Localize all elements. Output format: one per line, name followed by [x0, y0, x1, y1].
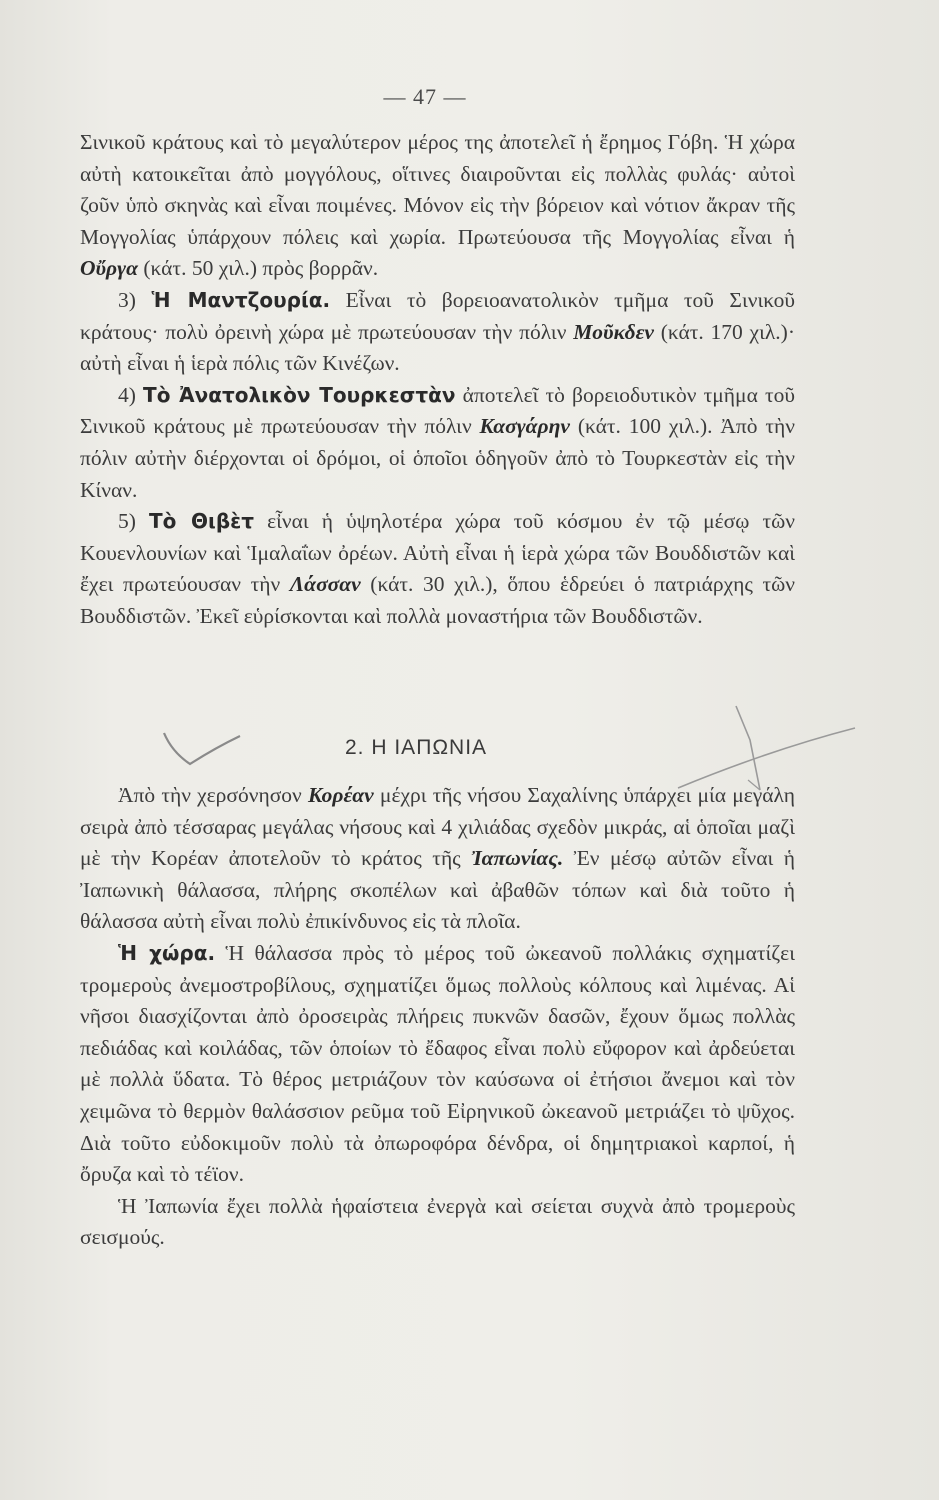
mukden-after: (κάτ. 170 χιλ.)· αὐτὴ εἶναι ἡ ἱερὰ πόλις τῶν Κινέζων. — [80, 319, 796, 376]
place-mukden: Μοῦκδεν — [573, 319, 654, 344]
lhasa-after: (κάτ. 30 χιλ.), ὅπου ἑδρεύει ὁ πατριάρχης τῶν Βουδδιστῶν. Ἐκεῖ εὑρίσκονται καὶ πολλὰ μοναστήρια τῶν Βουδδιστῶν. — [80, 572, 795, 628]
heading-the-land: Ἡ χώρα. — [118, 940, 216, 965]
heading-tibet: Τὸ Θιβὲτ — [148, 509, 255, 534]
china-section-text — [80, 127, 795, 633]
ourga-after: (κάτ. 50 χιλ.) πρὸς βορρᾶν. — [137, 256, 379, 281]
item-number: 3) — [118, 287, 152, 312]
land-text: Ἡ θάλασσα πρὸς τὸ μέρος τοῦ ὠκεανοῦ πολλάκις σχηματίζει τρομεροὺς ἀνεμοστροβίλους, σχηματίζει ὅμως πολλοὺς κόλπους καὶ λιμένας. Αἱ νῆσοι διασχίζονται ἀπὸ ὀροσειρὰς πλήρεις πυκνῶν δασῶν, ἔχουν ὅμως πολλὰς πεδιάδας καὶ κοιλάδας, τῶν ὁποίων τὸ ἔδαφος εἶναι πολὺ εὔφορον καὶ ἀρδεύεται μὲ πολλὰ ὕδατα. Τὸ θέρος μετριάζουν τὸν καύσωνα οἱ ἐτήσιοι ἄνεμοι καὶ τὸν χειμῶνα τὸ θερμὸν θαλάσσιον ρεῦμα τοῦ Εἰρηνικοῦ ὠκεανοῦ μετριάζει τὸ ψῦχος. Διὰ τοῦτο εὐδοκιμοῦν πολὺ τὰ ὀπωροφόρα δένδρα, οἱ δημητριακοὶ καρποί, ἡ ὄρυζα καὶ τὸ τέϊον. — [80, 940, 795, 1187]
paragraph-turkestan — [80, 380, 795, 506]
pencil-checkmark — [164, 733, 240, 764]
paragraph-japan-islands — [80, 780, 795, 938]
place-ourga: Οὔργα — [80, 256, 138, 281]
paragraph-tibet — [80, 506, 795, 632]
place-japan: Ἰαπωνίας. — [471, 846, 564, 871]
turkestan-text: ἀποτελεῖ τὸ βορειοδυτικὸν τμῆμα τοῦ Σινικοῦ κράτους μὲ πρωτεύουσαν τὴν πόλιν — [80, 382, 795, 439]
paragraph-mongolia — [80, 127, 795, 285]
page-number: — 47 — — [383, 84, 467, 109]
place-korea: Κορέαν — [307, 783, 374, 807]
paragraph-japan-volcanoes — [80, 1191, 795, 1254]
tibet-text: εἶναι ἡ ὑψηλοτέρα χώρα τοῦ κόσμου ἐν τῷ μέσῳ τῶν Κουενλουνίων καὶ Ἱμαλαΐων ὀρέων. Αὐτὴ εἶναι ἡ ἱερὰ χώρα τῶν Βουδδιστῶν καὶ ἔχει πρωτεύουσαν τὴν — [80, 509, 795, 597]
item-number: 4) — [118, 382, 144, 407]
place-lhasa: Λάσσαν — [289, 572, 361, 597]
japan-text-a: Ἀπὸ τὴν χερσόνησον — [118, 783, 308, 807]
section-heading-japan: 2. Η ΙΑΠΩΝΙΑ — [345, 736, 488, 759]
place-kashgar: Κασγάρην — [479, 414, 570, 439]
pencil-horizontal-stroke — [678, 728, 855, 788]
volcano-text: Ἡ Ἰαπωνία ἔχει πολλὰ ἡφαίστεια ἐνεργὰ καὶ σείεται συχνὰ ἀπὸ τρομεροὺς σεισμούς. — [80, 1193, 795, 1250]
manchuria-text: Εἶναι τὸ βορειοανατολικὸν τμῆμα τοῦ Σινικοῦ κράτους· πολὺ ὀρεινὴ χώρα μὲ πρωτεύουσαν τὴν πόλιν — [80, 287, 795, 344]
item-number: 5) — [118, 509, 149, 534]
kashgar-after: (κάτ. 100 χιλ.). Ἀπὸ τὴν πόλιν αὐτὴν διέρχονται οἱ δρόμοι, οἱ ὁποῖοι ὁδηγοῦν ἀπὸ τὸ Τουρκεστὰν εἰς τὴν Κίναν. — [80, 414, 795, 502]
japan-text-c: Ἐν μέσῳ αὐτῶν εἶναι ἡ Ἰαπωνικὴ θάλασσα, πλήρης σκοπέλων καὶ ἀβαθῶν τόπων καὶ διὰ τοῦτο ἡ θάλασσα αὐτὴ εἶναι πολὺ ἐπικίνδυνος εἰς τὰ πλοῖα. — [80, 846, 795, 934]
japan-section-text — [80, 780, 795, 1254]
paragraph-japan-land — [80, 938, 795, 1191]
heading-manchuria: Ἡ Μαντζουρία. — [151, 287, 331, 312]
pencil-vertical-stroke — [736, 706, 760, 790]
paragraph-manchuria — [80, 285, 795, 380]
japan-text-b: μέχρι τῆς νήσου Σαχαλίνης ὑπάρχει μία μεγάλη σειρὰ ἀπὸ τέσσαρας μεγάλας νήσους καὶ 4 χιλιάδας σχεδὸν μικράς, αἱ ὁποῖαι μαζὶ μὲ τὴν Κορέαν ἀποτελοῦν τὸ κράτος τῆς — [80, 783, 796, 871]
mongolia-text: Σινικοῦ κράτους καὶ τὸ μεγαλύτερον μέρος της ἀποτελεῖ ἡ ἔρημος Γόβη. Ἡ χώρα αὐτὴ κατοικεῖται ἀπὸ μογγόλους, οἵτινες διαιροῦνται εἰς πολλὰς φυλάς· αὐτοὶ ζοῦν ὑπὸ σκηνὰς καὶ εἶναι ποιμένες. Μόνον εἰς τὴν βόρειον καὶ νότιον ἄκραν τῆς Μογγολίας ὑπάρχουν πόλεις καὶ χωρία. Πρωτεύουσα τῆς Μογγολίας εἶναι ἡ — [80, 130, 795, 249]
heading-turkestan: Τὸ Ἀνατολικὸν Τουρκεστὰν — [143, 382, 456, 407]
